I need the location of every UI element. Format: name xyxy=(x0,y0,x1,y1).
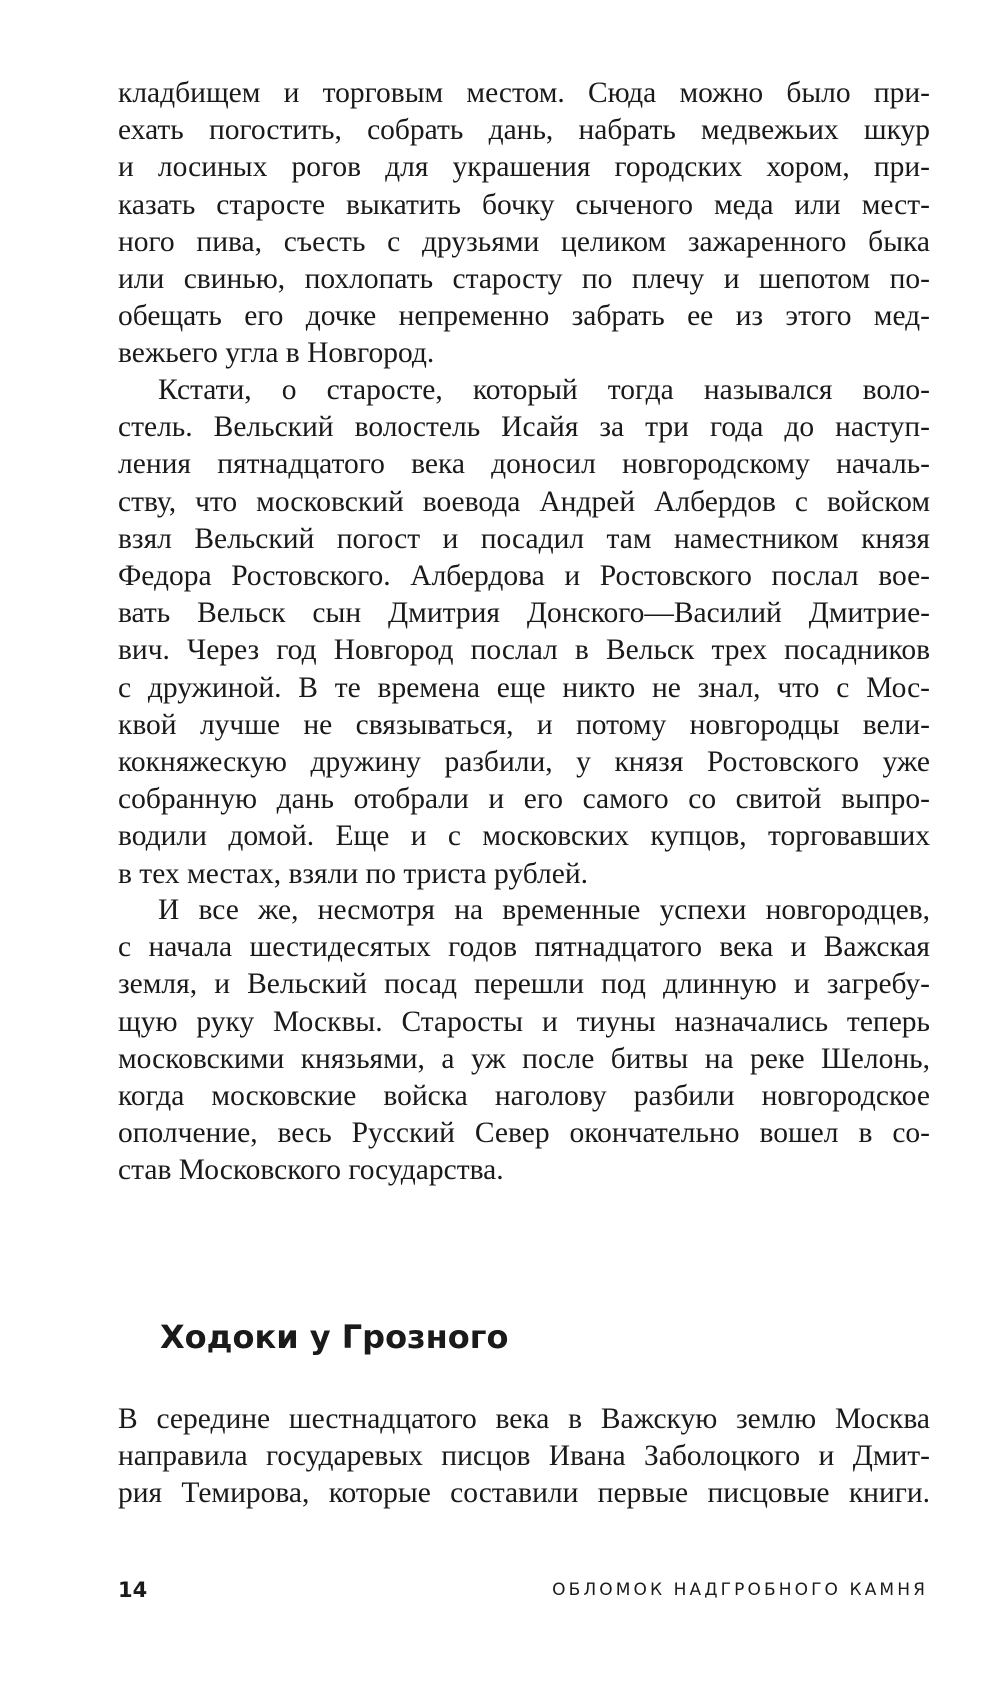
text-line: казать старосте выкатить бочку сыченого меда или мест- xyxy=(118,188,930,221)
text-line: ехать погостить, собрать дань, набрать медвежьих шкур xyxy=(118,114,930,147)
text-line: когда московские войска наголову разбили новгородское xyxy=(118,1080,930,1113)
paragraph-3 xyxy=(118,892,930,1190)
text-line: ству, что московский воевода Андрей Албердов с войском xyxy=(118,485,930,518)
text-line: ополчение, весь Русский Север окончательно вошел в со- xyxy=(118,1117,930,1150)
paragraph-2 xyxy=(118,372,930,893)
text-line: рия Темирова, которые составили первые писцовые книги. xyxy=(118,1477,930,1510)
text-line: став Московского государства. xyxy=(118,1154,504,1187)
text-line: собранную дань отобрали и его самого со свитой выпро- xyxy=(118,783,930,816)
section-heading: Ходоки у Грозного xyxy=(160,1318,509,1356)
text-line: вежьего угла в Новгород. xyxy=(118,337,435,370)
text-line: И все же, несмотря на временные успехи новгородцев, xyxy=(158,894,930,926)
text-line: ного пива, съесть с друзьями целиком зажаренного быка xyxy=(118,225,930,258)
page-number: 14 xyxy=(118,1578,148,1602)
text-line: и лосиных рогов для украшения городских хором, при- xyxy=(118,151,930,184)
text-line: щую руку Москвы. Старосты и тиуны назначались теперь xyxy=(118,1005,930,1038)
text-line: Федора Ростовского. Албердова и Ростовского послал вое- xyxy=(118,560,930,593)
text-line: московскими князьями, а уж после битвы на реке Шелонь, xyxy=(118,1042,930,1075)
text-line: ления пятнадцатого века доносил новгородскому началь- xyxy=(118,448,930,481)
text-line: стель. Вельский волостель Исайя за три года до наступ- xyxy=(118,411,930,444)
text-line: водили домой. Еще и с московских купцов, торговавших xyxy=(118,820,930,853)
text-line: земля, и Вельский посад перешли под длинную и загребу- xyxy=(118,968,930,1001)
text-line: обещать его дочке непременно забрать ее из этого мед- xyxy=(118,300,930,333)
text-line: квой лучше не связываться, и потому новгородцы вели- xyxy=(118,708,930,741)
text-line: В середине шестнадцатого века в Важскую землю Москва xyxy=(118,1403,930,1435)
text-line: с начала шестидесятых годов пятнадцатого века и Важская xyxy=(118,931,930,964)
text-line: направила государевых писцов Ивана Заболоцкого и Дмит- xyxy=(118,1440,930,1473)
text-line: вать Вельск сын Дмитрия Донского—Василий Дмитрие- xyxy=(118,597,930,630)
text-line: или свинью, похлопать старосту по плечу и шепотом по- xyxy=(118,263,930,296)
running-footer-title: ОБЛОМОК НАДГРОБНОГО КАМНЯ xyxy=(552,1580,928,1600)
section-paragraph xyxy=(118,1401,930,1513)
text-line: кокняжескую дружину разбили, у князя Ростовского уже xyxy=(118,746,930,779)
text-line: кладбищем и торговым местом. Сюда можно было при- xyxy=(118,77,930,109)
paragraph-1 xyxy=(118,75,930,373)
text-line: в тех местах, взяли по триста рублей. xyxy=(118,857,588,890)
text-line: взял Вельский погост и посадил там наместником князя xyxy=(118,522,930,555)
text-line: с дружиной. В те времена еще никто не знал, что с Мос- xyxy=(118,671,930,704)
text-line: вич. Через год Новгород послал в Вельск трех посадников xyxy=(118,634,930,667)
text-line: Кстати, о старосте, который тогда назывался воло- xyxy=(158,374,930,406)
